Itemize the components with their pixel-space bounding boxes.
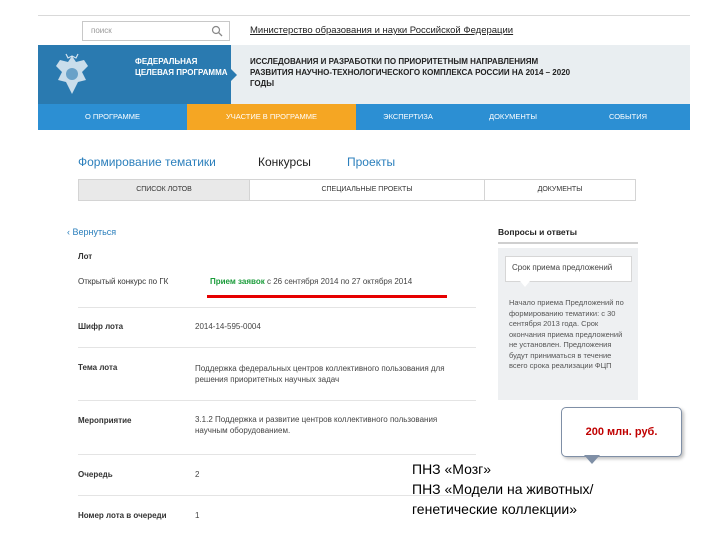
divider	[78, 347, 476, 348]
sub-tabs	[78, 179, 636, 201]
qa-answer: Начало приема Предложений по формированию тематики: с 30 сентября 2013 года. Срок окончания приема предложений не установлен. Предложения будут приниматься в течение всего срока реализации ФЦП	[509, 298, 624, 370]
status-dates: с 26 сентября 2014 по 27 октября 2014	[266, 277, 413, 286]
measure-value: 3.1.2 Поддержка и развитие центров коллективного пользования научным оборудованием.	[195, 415, 438, 435]
measure-label: Мероприятие	[78, 416, 132, 425]
chevron-left-icon: ‹	[67, 227, 73, 237]
nav-documents[interactable]: ДОКУМЕНТЫ	[488, 112, 538, 121]
tab-contests[interactable]: Конкурсы	[258, 155, 311, 169]
program-title: ИССЛЕДОВАНИЯ И РАЗРАБОТКИ ПО ПРИОРИТЕТНЫМ НАПРАВЛЕНИЯМ РАЗВИТИЯ НАУЧНО-ТЕХНОЛОГИЧЕСКОГО КОМПЛЕКСА РОССИИ НА 2014 – 2020 ГОДЫ	[250, 57, 571, 88]
back-link[interactable]	[67, 227, 116, 237]
subtab-lot-list[interactable]: СПИСОК ЛОТОВ	[79, 180, 250, 200]
nav-participation[interactable]: УЧАСТИЕ В ПРОГРАММЕ	[187, 104, 356, 130]
tab-projects[interactable]: Проекты	[347, 155, 396, 169]
search-placeholder: поиск	[91, 26, 112, 35]
ministry-link[interactable]: Министерство образования и науки Российской Федерации	[250, 25, 514, 36]
budget-callout-text: 200 млн. руб.	[585, 426, 658, 438]
budget-callout	[561, 407, 682, 457]
queue-number-value: 1	[195, 511, 200, 520]
search-icon[interactable]	[211, 25, 223, 37]
nav-events[interactable]: СОБЫТИЯ	[608, 112, 648, 121]
divider	[78, 307, 476, 308]
divider	[78, 454, 476, 455]
logo-text: ФЕДЕРАЛЬНАЯ ЦЕЛЕВАЯ ПРОГРАММА	[135, 57, 228, 77]
queue-value: 2	[195, 470, 200, 479]
qa-title: Вопросы и ответы	[498, 227, 577, 237]
qa-divider	[498, 242, 638, 244]
subtab-special-projects[interactable]: СПЕЦИАЛЬНЫЕ ПРОЕКТЫ	[250, 180, 485, 200]
overlay-text	[412, 459, 593, 519]
main-nav	[38, 104, 690, 130]
highlight-underline	[207, 295, 447, 298]
subtab-documents[interactable]: ДОКУМЕНТЫ	[485, 180, 635, 200]
coat-of-arms-icon	[48, 50, 96, 100]
overlay-line: ПНЗ «Мозг»	[412, 461, 492, 477]
divider	[78, 400, 476, 401]
nav-about[interactable]: О ПРОГРАММЕ	[84, 112, 141, 121]
code-value: 2014-14-595-0004	[195, 322, 261, 331]
topic-label: Тема лота	[78, 363, 118, 372]
topic-value: Поддержка федеральных центров коллективного пользования для решения приоритетных научных задач	[195, 364, 445, 384]
nav-expertise[interactable]: ЭКСПЕРТИЗА	[383, 112, 433, 121]
status-badge: Прием заявок	[210, 277, 265, 286]
search-input[interactable]	[82, 21, 230, 41]
tab-topics[interactable]: Формирование тематики	[78, 155, 216, 169]
qa-question[interactable]: Срок приема предложений	[505, 256, 632, 282]
lot-header: Лот	[78, 252, 93, 261]
queue-label: Очередь	[78, 470, 113, 479]
queue-number-label: Номер лота в очереди	[78, 511, 167, 520]
code-label: Шифр лота	[78, 322, 124, 331]
back-link-label: Вернуться	[72, 227, 117, 237]
header-arrow	[230, 68, 237, 82]
overlay-line: генетические коллекции»	[412, 501, 578, 517]
bubble-tail	[520, 281, 530, 287]
contest-status	[210, 276, 412, 287]
contest-label: Открытый конкурс по ГК	[78, 277, 169, 286]
top-divider	[38, 15, 690, 16]
overlay-line: ПНЗ «Модели на животных/	[412, 481, 594, 497]
